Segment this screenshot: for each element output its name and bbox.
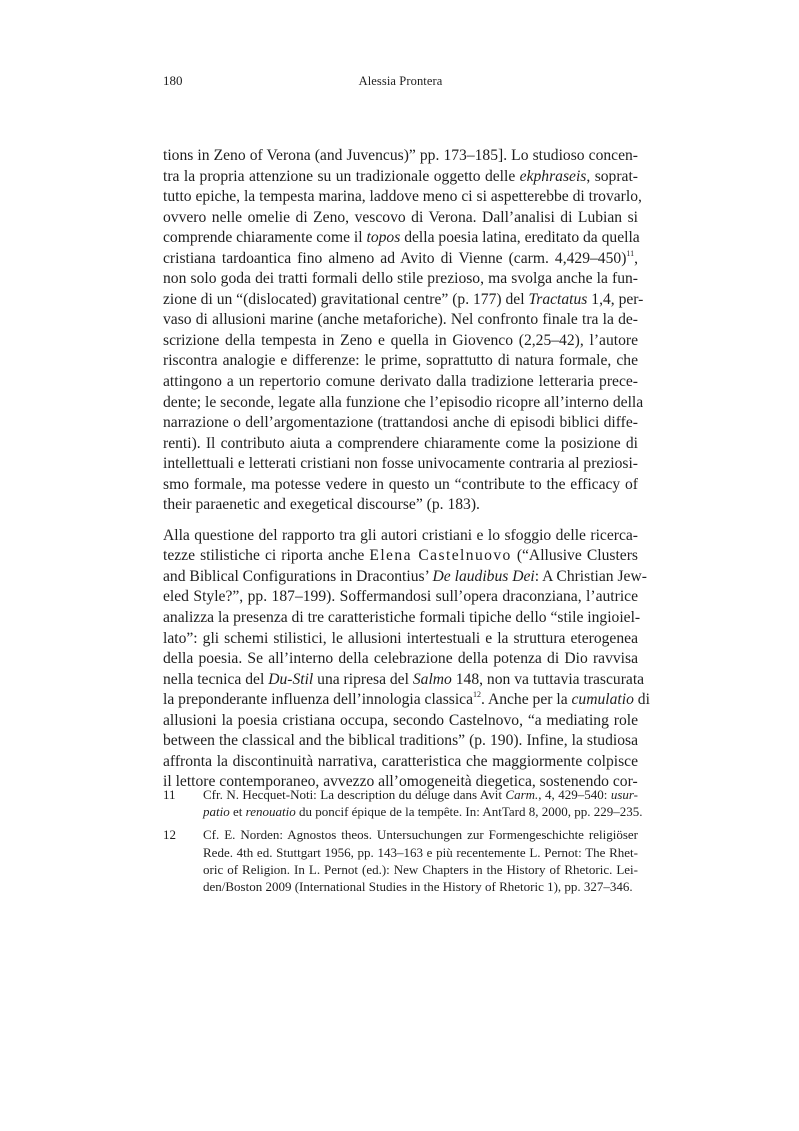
footnote-ref[interactable]: 12 [473, 690, 482, 700]
footnote-number: 12 [163, 827, 176, 843]
text-line: ovvero nelle omelie di Zeno, vescovo di Verona. Dall’analisi di Lubian si [163, 208, 638, 226]
italic-text: De laudibus Dei [432, 567, 535, 585]
text-line: smo formale, ma potesse vedere in questo un “contribute to the efficacy of [163, 475, 638, 493]
italic-text: ekphraseis [519, 167, 587, 185]
italic-text: Tractatus [528, 290, 588, 308]
text-line: zione di un “(dislocated) gravitational centre” (p. 177) del Tractatus 1,4, per- [163, 290, 644, 308]
text-line: cristiana tardoantica fino almeno ad Avito di Vienne (carm. 4,429–450)$^{11}$, [163, 248, 638, 267]
paragraph [163, 526, 650, 793]
text-line: patio et renouatio du poncif épique de la tempête. In: AntTard 8, 2000, pp. 229–235. [203, 804, 643, 820]
text-line: dente; le seconde, legate alla funzione che l’episodio ricopre all’interno della [163, 393, 644, 411]
text-line: il lettore contemporaneo, avvezzo all’omogeneità diegetica, sostenendo cor- [163, 773, 638, 791]
text-line: vaso di allusioni marine (anche metaforiche). Nel confronto finale tra la de- [163, 311, 638, 329]
text-line: tions in Zeno of Verona (and Juvencus)” pp. 173–185]. Lo studioso concen- [163, 147, 638, 164]
text-line: renti). Il contributo aiuta a comprendere chiaramente come la posizione di [163, 434, 638, 452]
text-line: tezze stilistiche ci riporta anche Elena Castelnuovo (“Allusive Clusters [163, 547, 638, 565]
paragraph-gap [163, 516, 638, 526]
text-line: scrizione della tempesta in Zeno e quella in Giovenco (2,25–42), l’autore [163, 331, 638, 349]
text-line: tutto epiche, la tempesta marina, laddove meno ci si aspetterebbe di trovarlo, [163, 188, 642, 206]
footnote-11 [163, 786, 643, 820]
italic-text: Carm. [505, 787, 539, 802]
text-line: narrazione o dell’argomentazione (trattandosi anche di episodi biblici diffe- [163, 414, 638, 432]
italic-text: usur- [610, 787, 638, 802]
text-line: riscontra analogie e differenze: le prime, soprattutto di natura formale, che [163, 352, 638, 370]
text-line: lato”: gli schemi stilistici, le allusioni intertestuali e la struttura eterogenea [163, 629, 638, 647]
text-line: della poesia. Se all’interno della celebrazione della potenza di Dio ravvisa [163, 650, 638, 668]
running-title: Alessia Prontera [358, 74, 443, 88]
text-line: Rede. 4th ed. Stuttgart 1956, pp. 143–163 e più recentemente L. Pernot: The Rhet- [203, 844, 638, 860]
footnote-text [203, 786, 643, 820]
text-line: la preponderante influenza dell’innologia classica$^{12}$. Anche per la cumulatio di [163, 690, 650, 709]
text-line: Cfr. N. Hecquet-Noti: La description du déluge dans Avit Carm., 4, 429–540: usur- [203, 787, 638, 802]
text-line: oric of Religion. In L. Pernot (ed.): New Chapters in the History of Rhetoric. Lei- [203, 861, 638, 877]
body-text [163, 146, 650, 793]
italic-text: patio [203, 804, 230, 820]
text-line: nella tecnica del Du-Stil una ripresa del Salmo 148, non va tuttavia trascurata [163, 670, 645, 688]
text-line: den/Boston 2009 (International Studies in the History of Rhetoric 1), pp. 327–346. [203, 878, 633, 894]
italic-text: renouatio [245, 804, 296, 820]
italic-text: Salmo [412, 670, 452, 688]
text-line: their paraenetic and exegetical discourse” (p. 183). [163, 496, 480, 514]
footnote-number: 11 [163, 787, 176, 802]
italic-text: cumulatio [571, 691, 634, 709]
text-line: Cf. E. Norden: Agnostos theos. Untersuchungen zur Formengeschichte religiöser [203, 827, 638, 843]
text-line: affronta la discontinuità narrativa, caratteristica che maggiormente colpisce [163, 752, 638, 770]
text-line: between the classical and the biblical traditions” (p. 190). Infine, la studiosa [163, 732, 638, 750]
running-head [163, 73, 638, 91]
paragraph [163, 146, 644, 516]
author-name: Elena Castelnuovo [369, 547, 512, 565]
text-line: Alla questione del rapporto tra gli autori cristiani e lo sfoggio delle ricerca- [163, 526, 638, 544]
text-line: analizza la presenza di tre caratteristiche formali tipiche dello “stile ingioiel- [163, 609, 641, 627]
text-line: attingono a un repertorio comune derivato dalla tradizione letteraria prece- [163, 373, 638, 391]
italic-text: topos [366, 229, 401, 247]
text-line: allusioni la poesia cristiana occupa, secondo Castelnovo, “a mediating role [163, 711, 638, 729]
text-line: tra la propria attenzione su un tradizionale oggetto delle ekphraseis, soprat- [163, 167, 638, 185]
footnote-12 [163, 826, 638, 895]
italic-text: Du-Stil [268, 670, 314, 688]
page-number: 180 [163, 73, 183, 88]
footnotes [163, 786, 643, 901]
footnote-text [203, 826, 638, 895]
footnote-ref[interactable]: 11 [626, 248, 635, 258]
text-line: and Biblical Configurations in Dracontius’ De laudibus Dei: A Christian Jew- [163, 567, 647, 585]
text-line: intellettuali e letterati cristiani non fosse univocamente contraria al preziosi- [163, 455, 638, 473]
text-line: comprende chiaramente come il topos della poesia latina, ereditato da quella [163, 229, 640, 247]
text-line: non solo goda dei tratti formali dello stile prezioso, ma svolga anche la fun- [163, 270, 638, 288]
text-line: eled Style?”, pp. 187–199). Soffermandosi sull’opera draconziana, l’autrice [163, 588, 638, 606]
